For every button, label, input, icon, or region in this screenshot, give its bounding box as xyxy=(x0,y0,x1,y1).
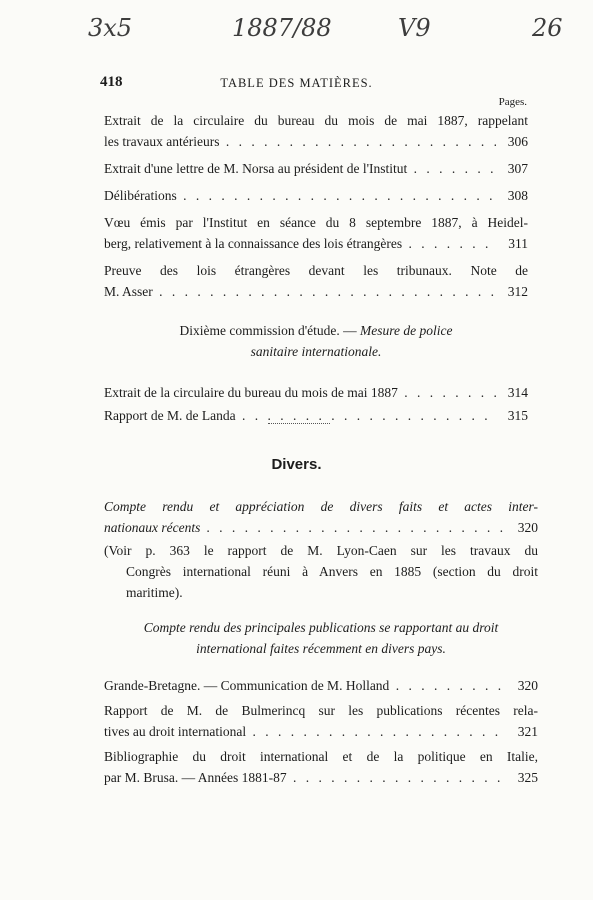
publications-line: Compte rendu des principales publications se rapportant au droit xyxy=(143,620,499,635)
entry-page: 306 xyxy=(507,134,528,149)
entry-text: Extrait de la circulaire du bureau du mois de mai 1887, rappelant xyxy=(104,113,528,128)
entry-text: Grande-Bretagne. — Communication de M. Holland . . . xyxy=(104,675,506,696)
handwritten-mark-4: 26 xyxy=(532,14,563,42)
commission-heading xyxy=(104,320,528,362)
entry-text: tives au droit international . . . xyxy=(104,721,506,742)
entry-text: Rapport de M. de Bulmerincq sur les publications récentes rela- xyxy=(104,703,538,718)
toc-section-1 xyxy=(104,110,528,426)
entry-text: Rapport de M. de Landa . . . xyxy=(104,405,496,426)
entry-page: 320 xyxy=(517,678,538,693)
toc-entry xyxy=(104,110,528,152)
toc-entry xyxy=(104,675,538,696)
entry-page: 315 xyxy=(507,408,528,423)
publications-line: international faites récemment en divers pays. xyxy=(196,641,446,656)
entry-text: Délibérations . . . xyxy=(104,185,496,206)
pages-header: Pages. xyxy=(498,96,527,108)
commission-subject-cont: sanitaire internationale. xyxy=(250,344,382,359)
toc-entry xyxy=(104,496,538,538)
entry-text: les travaux antérieurs . . . xyxy=(104,131,496,152)
entry-page: 320 xyxy=(517,520,538,535)
note-text: maritime). xyxy=(126,585,183,600)
entry-page: 321 xyxy=(517,724,538,739)
entry-text: berg, relativement à la connaissance des lois étrangères . . . xyxy=(104,233,496,254)
toc-entry xyxy=(104,700,538,742)
note-text: Congrès international réuni à Anvers en 1885 (section du droit xyxy=(126,564,538,579)
entry-text: M. Asser . . . xyxy=(104,281,496,302)
section-divider xyxy=(268,423,330,424)
toc-section-2 xyxy=(104,496,538,788)
entry-text: Extrait d'une lettre de M. Norsa au président de l'Institut . . . xyxy=(104,158,496,179)
toc-entry xyxy=(104,382,528,403)
handwritten-mark-1: 3x5 xyxy=(88,14,133,42)
running-title: TABLE DES MATIÈRES. xyxy=(220,76,373,90)
commission-subject: Mesure de police xyxy=(360,323,453,338)
entry-text: Bibliographie du droit international et de la politique en Italie, xyxy=(104,749,538,764)
entry-text: par M. Brusa. — Années 1881-87 . . . xyxy=(104,767,506,788)
toc-entry xyxy=(104,260,528,302)
entry-text: nationaux récents . . . xyxy=(104,517,506,538)
note-voir xyxy=(104,540,538,603)
entry-page: 312 xyxy=(507,284,528,299)
toc-entry xyxy=(104,185,528,206)
toc-entry xyxy=(104,158,528,179)
entry-page: 308 xyxy=(507,188,528,203)
toc-entry xyxy=(104,746,538,788)
note-text: (Voir p. 363 le rapport de M. Lyon-Caen sur les travaux du xyxy=(104,543,538,558)
entry-text: Vœu émis par l'Institut en séance du 8 septembre 1887, à Heidel- xyxy=(104,215,528,230)
publications-heading xyxy=(104,617,538,659)
entry-page: 307 xyxy=(507,161,528,176)
toc-entry xyxy=(104,212,528,254)
commission-title: Dixième commission d'étude. — xyxy=(179,323,357,338)
handwritten-mark-3: V9 xyxy=(398,14,431,42)
handwritten-mark-2: 1887/88 xyxy=(232,14,332,42)
entry-page: 325 xyxy=(517,770,538,785)
entry-text: Preuve des lois étrangères devant les tribunaux. Note de xyxy=(104,263,528,278)
section-title-divers: Divers. xyxy=(271,456,322,473)
page-number: 418 xyxy=(100,74,123,90)
entry-page: 311 xyxy=(508,236,528,251)
entry-text: Compte rendu et appréciation de divers faits et actes inter- xyxy=(104,499,538,514)
entry-text: Extrait de la circulaire du bureau du mois de mai 1887 . . . xyxy=(104,382,496,403)
entry-page: 314 xyxy=(507,385,528,400)
